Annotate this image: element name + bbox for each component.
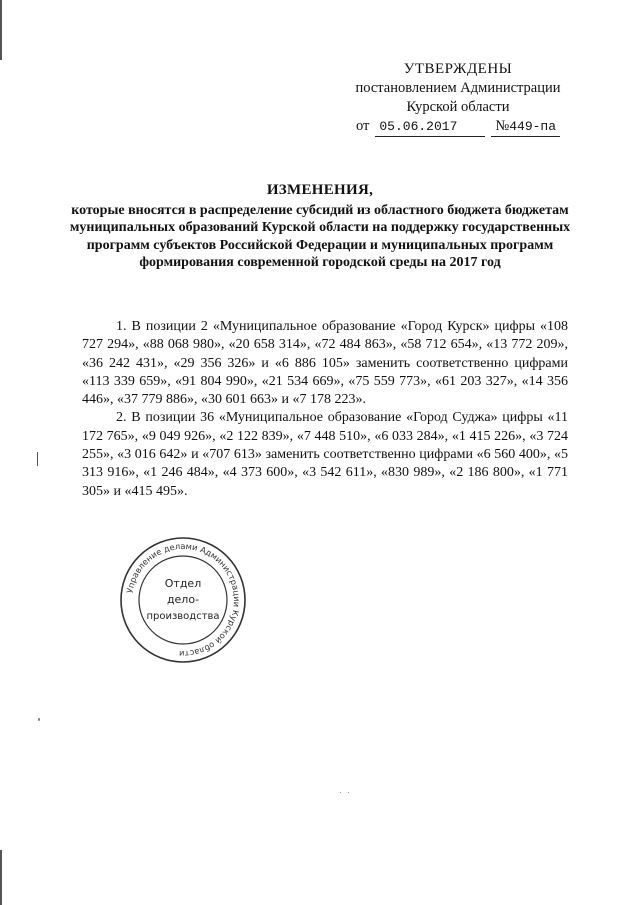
margin-mark-top-left — [0, 0, 2, 60]
approval-heading: УТВЕРЖДЕНЫ — [403, 61, 513, 77]
approval-number: 449-па — [509, 119, 557, 134]
document-title — [60, 182, 580, 272]
title-subtitle: которые вносятся в распределение субсидий из областного бюджета бюджетам муниципальных образований Курской области на поддержку государственных программ субъектов Российской Федерации и муниципальных программ формирования современной городской среды на 2017 год — [69, 202, 571, 270]
speck-mark — [38, 718, 40, 721]
stamp-inner-line-2: дело- — [166, 593, 200, 606]
date-prefix: от — [355, 118, 370, 134]
document-body — [82, 318, 568, 501]
approval-number-wrap — [491, 117, 560, 137]
stamp-ring-text: Управление делами Администрации Курской области — [124, 540, 243, 660]
paragraph-2: 2. В позиции 36 «Муниципальное образование «Город Суджа» цифры «11 172 765», «9 049 926», «2 122 839», «7 448 510», «6 033 284», «1 415 226», «3 724 255», «3 016 642» и «707 613» заменить соответственно цифрами «6 560 400», «5 313 916», «1 246 484», «4 373 600», «3 542 611», «830 989», «2 186 800», «1 771 305» и «415 495». — [82, 410, 568, 499]
approval-date: 05.06.2017 — [375, 117, 485, 137]
approval-line-2: Курской области — [406, 99, 510, 115]
stamp-inner-line-3: производства — [146, 611, 220, 622]
margin-mark-left — [37, 452, 38, 466]
speck-mark — [340, 792, 341, 793]
approval-date-line — [318, 117, 598, 137]
title-heading: ИЗМЕНЕНИЯ, — [266, 182, 374, 198]
office-stamp — [118, 535, 248, 665]
paragraph-1: 1. В позиции 2 «Муниципальное образование «Город Курск» цифры «108 727 294», «88 068 980», «20 658 314», «72 484 863», «58 712 654», «13 772 209», «36 242 431», «29 356 326» и «6 886 105» заменить соответственно цифрами «113 339 659», «91 804 990», «21 534 669», «75 559 773», «61 203 327», «14 356 446», «37 779 886», «30 601 663» и «7 178 223». — [82, 319, 568, 408]
stamp-inner-line-1: Отдел — [164, 577, 202, 590]
number-prefix: № — [495, 118, 510, 134]
margin-mark-bottom-left — [0, 850, 2, 905]
speck-mark — [348, 792, 349, 793]
approval-line-1: постановлением Администрации — [355, 80, 561, 96]
approval-block — [318, 60, 598, 137]
